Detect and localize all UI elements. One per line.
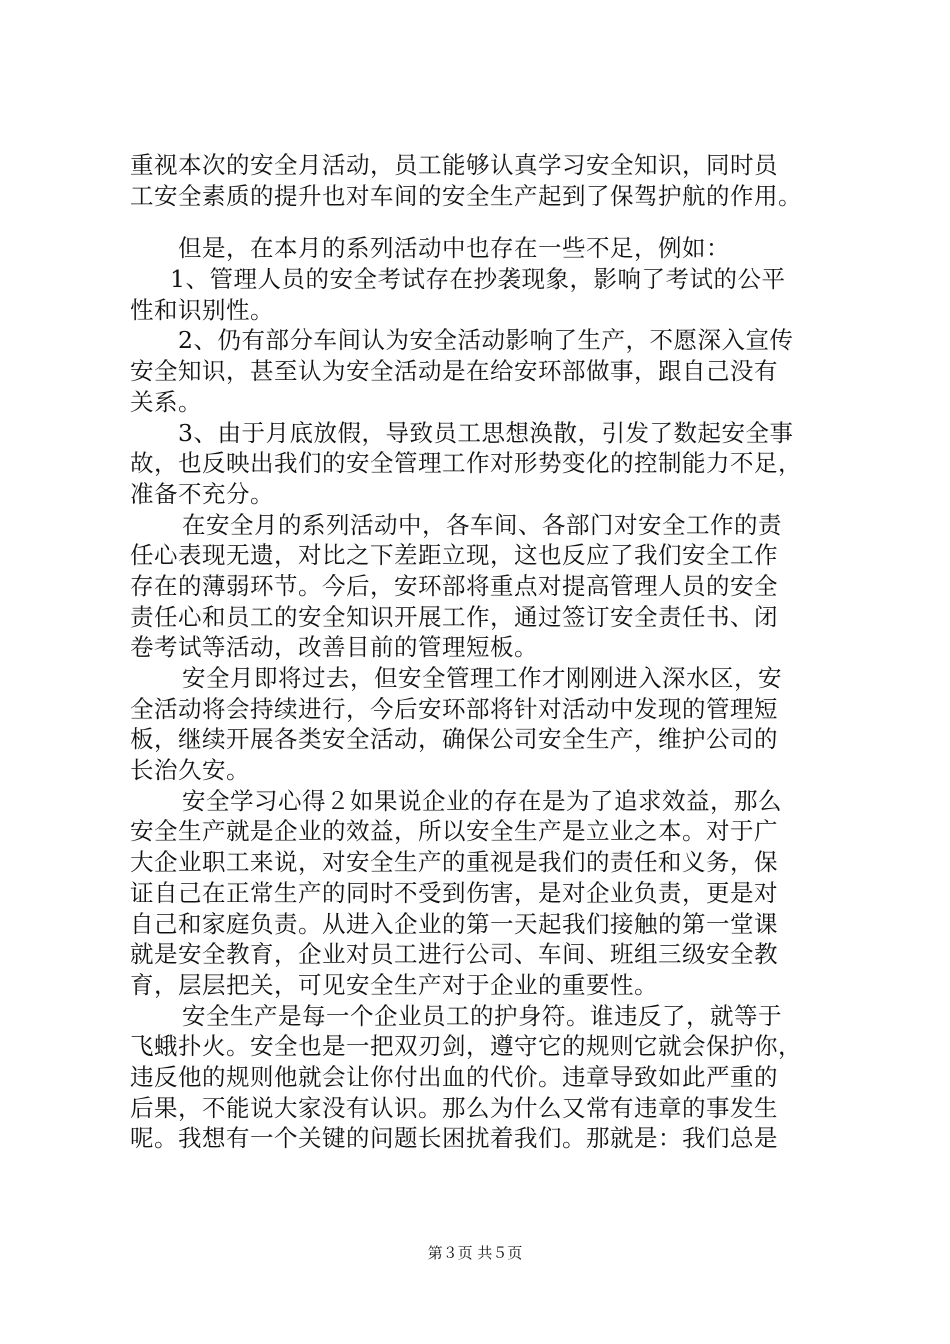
body-line: 自己和家庭负责。从进入企业的第一天起我们接触的第一堂课 (130, 909, 778, 938)
body-line: 2、仍有部分车间认为安全活动影响了生产，不愿深入宣传 (178, 326, 794, 355)
body-line: 性和识别性。 (130, 295, 274, 324)
body-line: 安全学习心得２如果说企业的存在是为了追求效益，那么 (182, 786, 782, 815)
page-footer (0, 1243, 950, 1263)
body-line: 在安全月的系列活动中，各车间、各部门对安全工作的责 (182, 510, 782, 539)
body-line: 安全月即将过去，但安全管理工作才刚刚进入深水区，安 (182, 664, 782, 692)
body-line: 后果，不能说大家没有认识。那么为什么又常有违章的事发生 (130, 1093, 778, 1122)
body-line: 育，层层把关，可见安全生产对于企业的重要性。 (130, 970, 658, 999)
body-line: 3、由于月底放假，导致员工思想涣散，引发了数起安全事 (178, 418, 794, 447)
page-number: 第３页 共５页 (427, 1244, 523, 1262)
body-line: 故，也反映出我们的安全管理工作对形势变化的控制能力不足， (130, 449, 802, 478)
paragraph-gap (130, 211, 835, 233)
body-line: 工安全素质的提升也对车间的安全生产起到了保驾护航的作用。 (130, 181, 802, 210)
body-line: 飞蛾扑火。安全也是一把双刃剑，遵守它的规则它就会保护你， (130, 1032, 802, 1061)
body-line: 长治久安。 (130, 756, 250, 785)
body-line: 全活动将会持续进行，今后安环部将针对活动中发现的管理短 (130, 694, 778, 723)
body-line: 违反他的规则他就会让你付出血的代价。违章导致如此严重的 (130, 1062, 778, 1091)
body-line: 板，继续开展各类安全活动，确保公司安全生产，维护公司的 (130, 725, 778, 754)
body-line: 但是，在本月的系列活动中也存在一些不足，例如： (178, 234, 730, 263)
body-line: 证自己在正常生产的同时不受到伤害，是对企业负责，更是对 (130, 878, 778, 907)
body-line: 大企业职工来说，对安全生产的重视是我们的责任和义务，保 (130, 848, 778, 877)
body-line: 存在的薄弱环节。今后，安环部将重点对提高管理人员的安全 (130, 571, 778, 600)
body-line: 安全生产是每一个企业员工的护身符。谁违反了，就等于 (182, 1001, 782, 1030)
body-line: 就是安全教育，企业对员工进行公司、车间、班组三级安全教 (130, 940, 778, 969)
body-line: 准备不充分。 (130, 479, 274, 508)
body-line: 安全知识，甚至认为安全活动是在给安环部做事，跟自己没有 (130, 357, 778, 386)
body-line: 关系。 (130, 387, 202, 416)
document-body (130, 150, 835, 1154)
body-line: 重视本次的安全月活动，员工能够认真学习安全知识，同时员 (130, 151, 778, 179)
body-line: 呢。我想有一个关键的问题长困扰着我们。那就是：我们总是 (130, 1124, 778, 1153)
body-line: 任心表现无遗，对比之下差距立现，这也反应了我们安全工作 (130, 541, 778, 570)
body-line: 责任心和员工的安全知识开展工作，通过签订安全责任书、闭 (130, 602, 778, 631)
body-line: 安全生产就是企业的效益，所以安全生产是立业之本。对于广 (130, 817, 778, 846)
body-line: 1、管理人员的安全考试存在抄袭现象，影响了考试的公平 (170, 265, 786, 294)
body-line: 卷考试等活动，改善目前的管理短板。 (130, 633, 538, 662)
